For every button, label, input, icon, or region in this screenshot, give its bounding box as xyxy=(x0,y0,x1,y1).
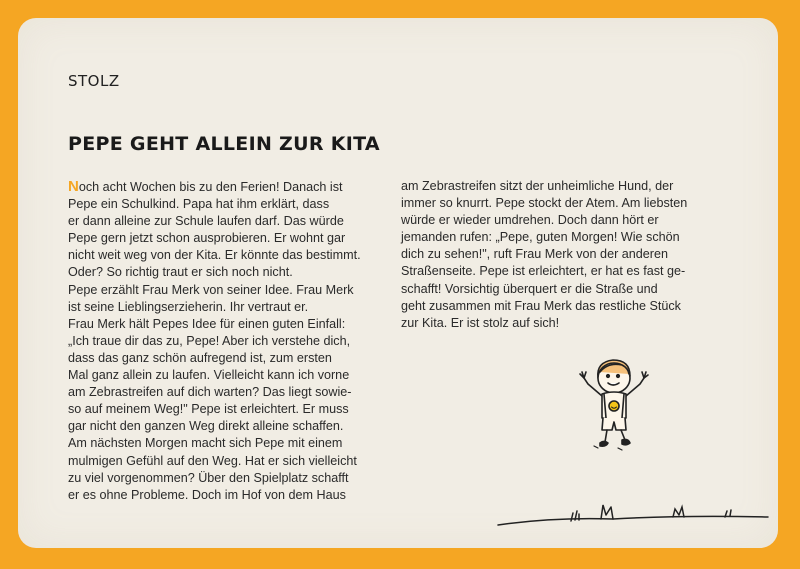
text-line: geht zusammen mit Frau Merk das restliche Stück xyxy=(401,298,681,313)
text-line: nicht weit weg von der Kita. Er könnte das bestimmt. xyxy=(68,248,361,263)
text-line: Straßenseite. Pepe ist erleichtert, er hat es fast ge- xyxy=(401,264,686,279)
text-line: „Ich traue dir das zu, Pepe! Aber ich verstehe dich, xyxy=(68,333,351,348)
text-line: jemanden rufen: „Pepe, guten Morgen! Wie schön xyxy=(401,230,680,245)
text-line: gar nicht den ganzen Weg direkt alleine schaffen. xyxy=(68,419,344,434)
text-line: so auf meinem Weg!" Pepe ist erleichtert. Er muss xyxy=(68,402,349,417)
text-line: er dann alleine zur Schule laufen darf. Das würde xyxy=(68,214,344,229)
jumping-child-icon xyxy=(558,348,668,468)
text-line: Pepe gern jetzt schon ausprobieren. Er wohnt gar xyxy=(68,231,346,246)
text-line: schafft! Vorsichtig überquert er die Straße und xyxy=(401,281,658,296)
text-line: dass das ganz schön aufregend ist, zum ersten xyxy=(68,350,332,365)
right-text-lines xyxy=(401,178,711,332)
text-line: er es ohne Probleme. Doch im Hof von dem Haus xyxy=(68,487,346,502)
ground-grass-line xyxy=(493,493,773,533)
story-column-right xyxy=(401,178,711,332)
text-line: ist seine Lieblingserzieherin. Ihr vertraut er. xyxy=(68,299,309,314)
text-line: Pepe erzählt Frau Merk von seiner Idee. Frau Merk xyxy=(68,282,354,297)
text-line: Am nächsten Morgen macht sich Pepe mit einem xyxy=(68,436,343,451)
story-column-left xyxy=(68,178,390,504)
page-card xyxy=(18,18,778,548)
text-line: mulmigen Gefühl auf den Weg. Hat er sich vielleicht xyxy=(68,453,357,468)
text-line: Oder? So richtig traut er sich noch nicht. xyxy=(68,265,293,280)
first-line-text: och acht Wochen bis zu den Ferien! Danach ist xyxy=(78,180,343,194)
text-line: immer so knurrt. Pepe stockt der Atem. Am liebsten xyxy=(401,196,688,211)
text-line: zu viel vorgenommen? Über den Spielplatz schafft xyxy=(68,470,349,485)
text-line: würde er wieder umdrehen. Doch dann hört er xyxy=(401,213,659,228)
text-line: Mal ganz allein zu laufen. Vielleicht kann ich vorne xyxy=(68,368,350,383)
text-line: zur Kita. Er ist stolz auf sich! xyxy=(401,315,560,330)
text-line: am Zebrastreifen auf dich warten? Das liegt sowie- xyxy=(68,385,352,400)
drop-cap: N xyxy=(68,178,79,195)
left-text-lines xyxy=(68,196,390,504)
story-title: PEPE GEHT ALLEIN ZUR KITA xyxy=(68,133,380,155)
text-line: am Zebrastreifen sitzt der unheimliche Hund, der xyxy=(401,179,674,193)
text-line xyxy=(68,178,390,196)
text-line: Pepe ein Schulkind. Papa hat ihm erklärt, dass xyxy=(68,197,330,212)
text-line: dich zu sehen!", ruft Frau Merk von der anderen xyxy=(401,247,668,262)
text-line: Frau Merk hält Pepes Idee für einen guten Einfall: xyxy=(68,316,346,331)
category-label: STOLZ xyxy=(68,72,120,90)
